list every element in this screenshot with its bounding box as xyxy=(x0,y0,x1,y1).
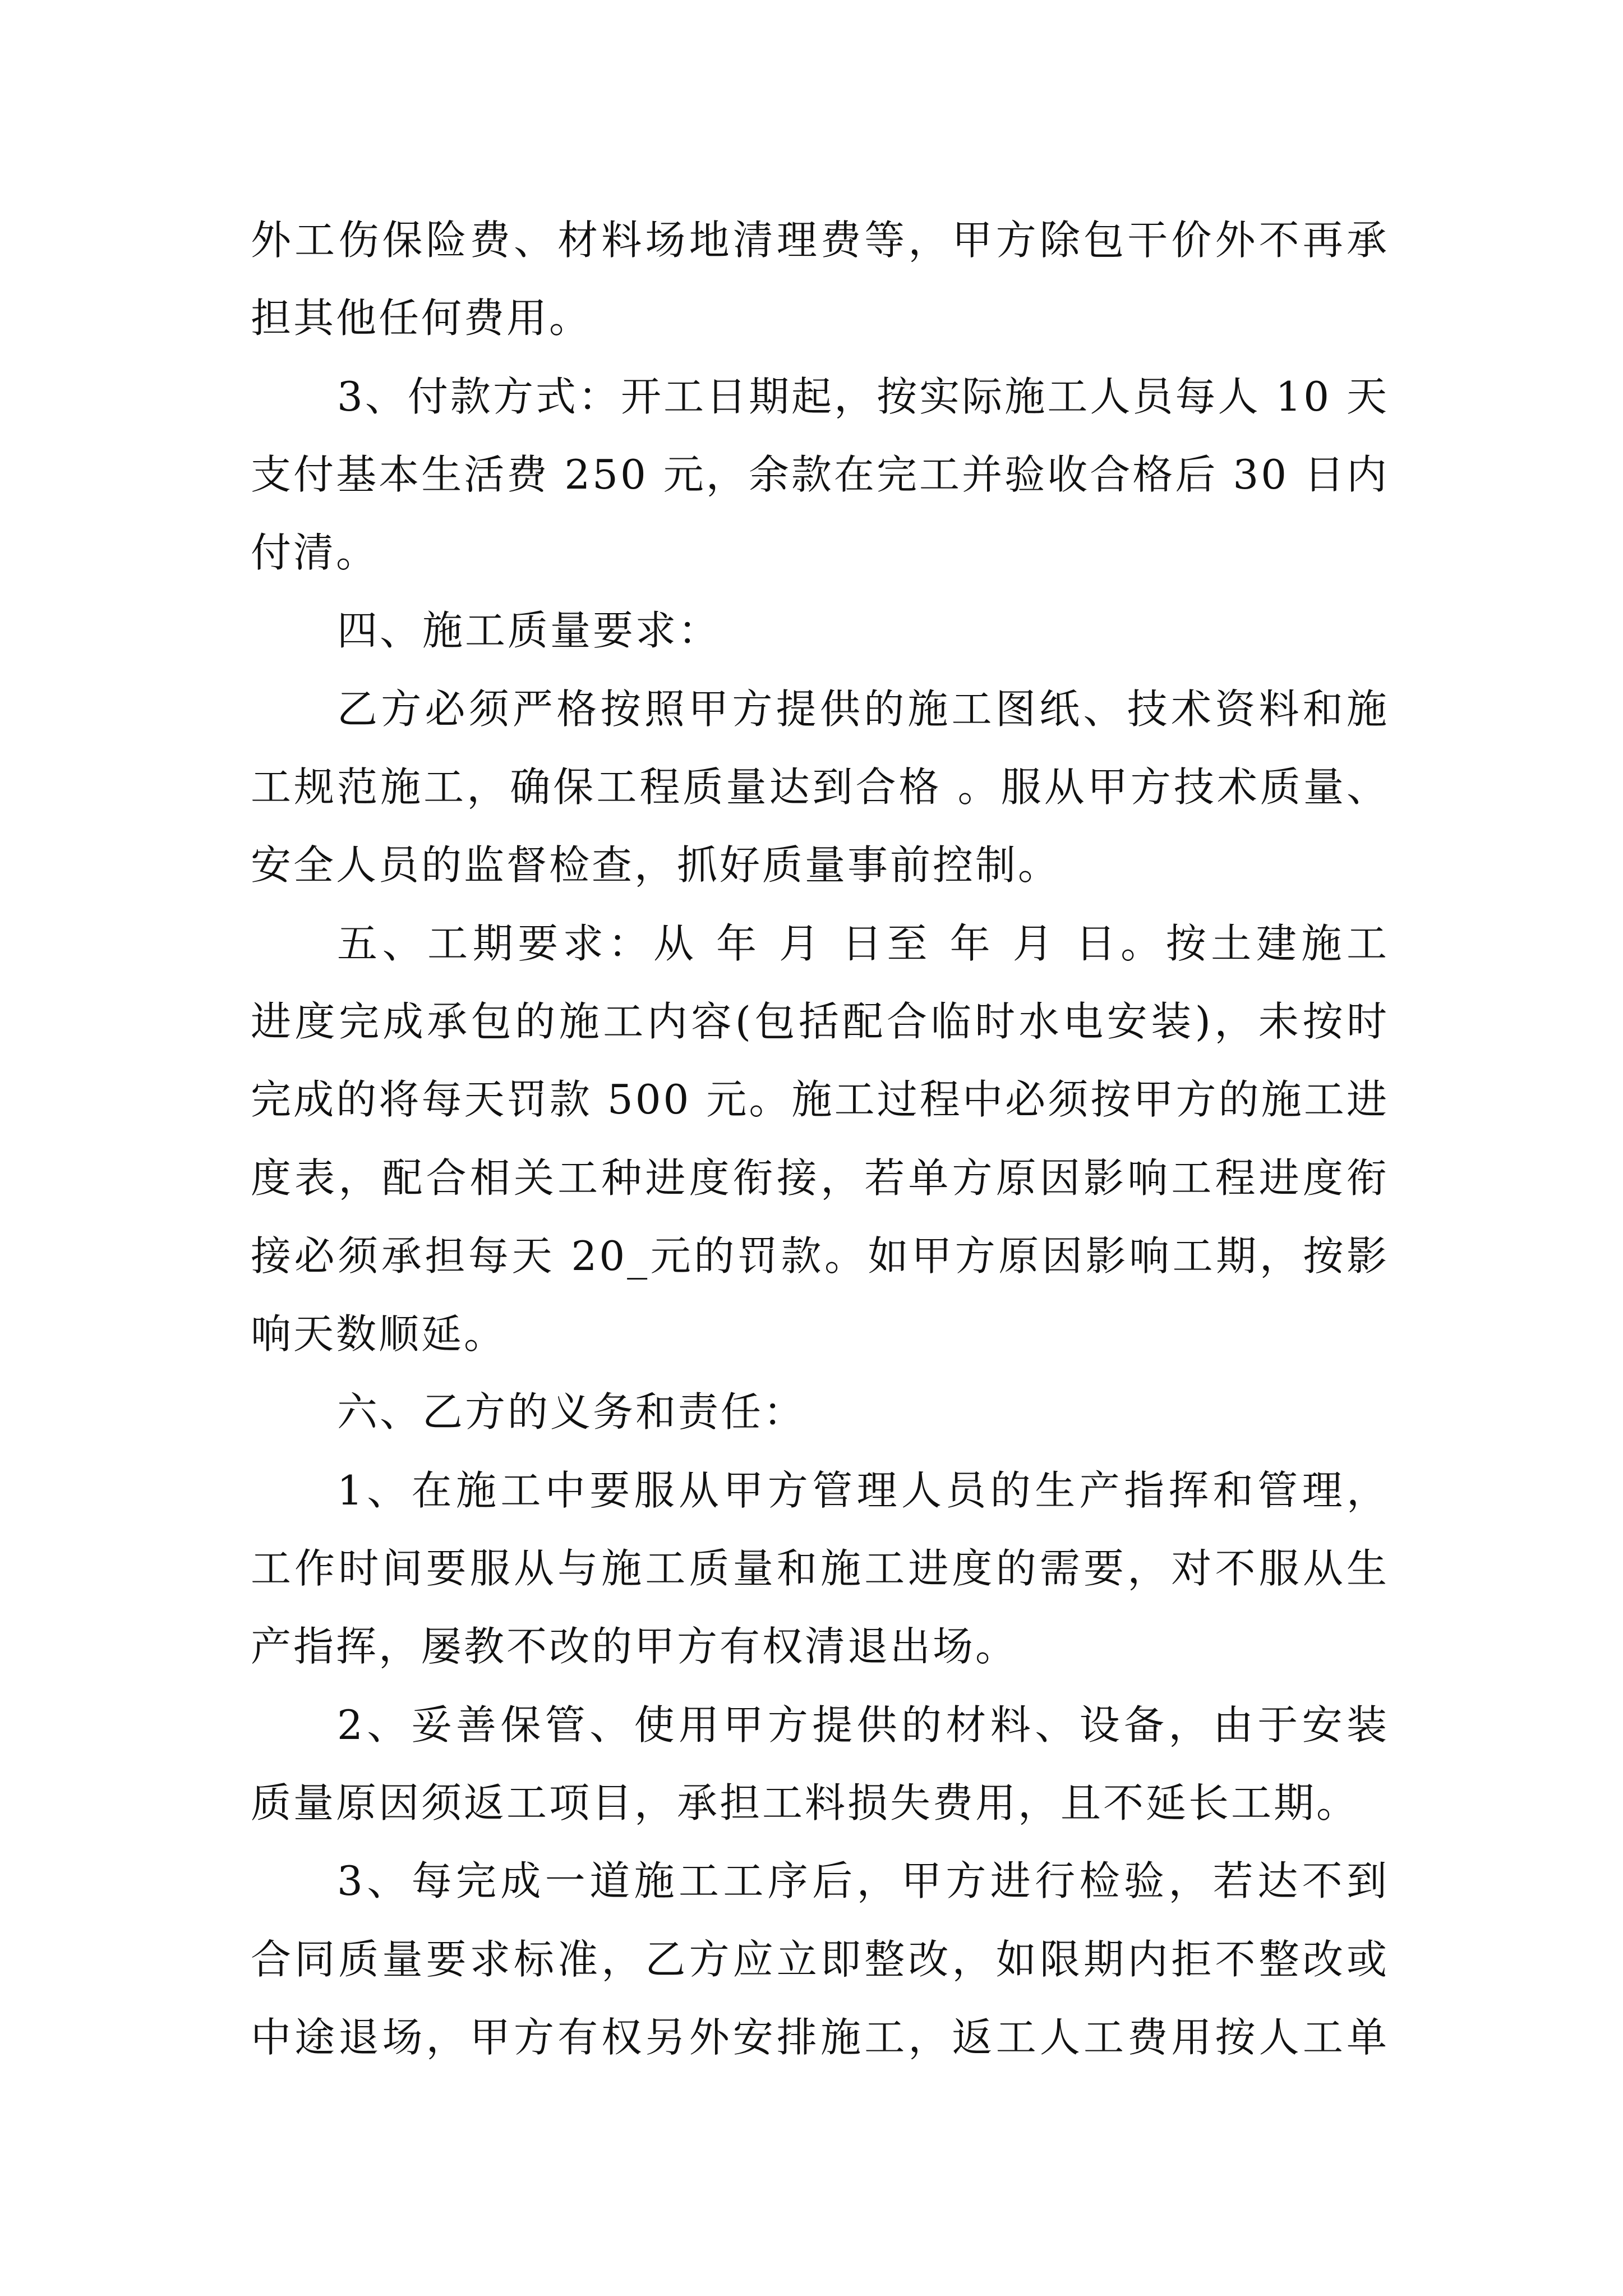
paragraph-payment-terms xyxy=(251,358,1389,592)
text-line: 付清。 xyxy=(251,529,379,577)
text-line: 乙方必须严格按照甲方提供的施工图纸、技术资料和施 xyxy=(337,685,1389,733)
text-line: 3、付款方式：开工日期起，按实际施工人员每人 10 天 xyxy=(337,372,1389,420)
text-line: 安全人员的监督检查，抓好质量事前控制。 xyxy=(251,841,1061,889)
text-line: 3、每完成一道施工工序后，甲方进行检验，若达不到 xyxy=(337,1857,1389,1905)
section-heading-party-b-duties xyxy=(251,1373,1389,1451)
section-heading: 六、乙方的义务和责任： xyxy=(337,1388,806,1436)
text-line: 度表，配合相关工种进度衔接，若单方原因影响工程进度衔 xyxy=(251,1154,1389,1202)
text-line: 响天数顺延。 xyxy=(251,1310,507,1358)
paragraph-duty-3 xyxy=(251,1842,1389,2077)
document-body xyxy=(251,201,1389,2077)
text-line: 2、妥善保管、使用甲方提供的材料、设备，由于安装 xyxy=(337,1701,1389,1749)
paragraph-quality-requirements xyxy=(251,670,1389,905)
paragraph-schedule-requirements xyxy=(251,905,1389,1374)
text-line: 工作时间要服从与施工质量和施工进度的需要，对不服从生 xyxy=(251,1545,1389,1593)
section-heading-quality xyxy=(251,592,1389,670)
text-line: 1、在施工中要服从甲方管理人员的生产指挥和管理， xyxy=(337,1466,1389,1514)
text-line: 合同质量要求标准，乙方应立即整改，如限期内拒不整改或 xyxy=(251,1935,1389,1983)
paragraph-duty-1 xyxy=(251,1452,1389,1686)
text-line: 完成的将每天罚款 500 元。施工过程中必须按甲方的施工进 xyxy=(251,1076,1389,1124)
text-line: 外工伤保险费、材料场地清理费等，甲方除包干价外不再承 xyxy=(251,217,1389,264)
paragraph-continued-fees xyxy=(251,201,1389,358)
section-heading: 四、施工质量要求： xyxy=(337,607,721,655)
text-line: 产指挥，屡教不改的甲方有权清退出场。 xyxy=(251,1623,1018,1671)
text-line: 工规范施工，确保工程质量达到合格 。服从甲方技术质量、 xyxy=(251,763,1389,811)
text-line: 五、工期要求：从 年 月 日至 年 月 日。按土建施工 xyxy=(337,919,1389,967)
text-line: 接必须承担每天 20_元的罚款。如甲方原因影响工期，按影 xyxy=(251,1232,1389,1280)
paragraph-duty-2 xyxy=(251,1686,1389,1843)
text-line: 质量原因须返工项目，承担工料损失费用，且不延长工期。 xyxy=(251,1779,1359,1826)
text-line: 支付基本生活费 250 元，余款在完工并验收合格后 30 日内 xyxy=(251,450,1389,498)
text-line: 担其他任何费用。 xyxy=(251,295,592,342)
text-line: 中途退场，甲方有权另外安排施工，返工人工费用按人工单 xyxy=(251,2013,1389,2061)
text-line: 进度完成承包的施工内容(包括配合临时水电安装)，未按时 xyxy=(251,997,1389,1045)
